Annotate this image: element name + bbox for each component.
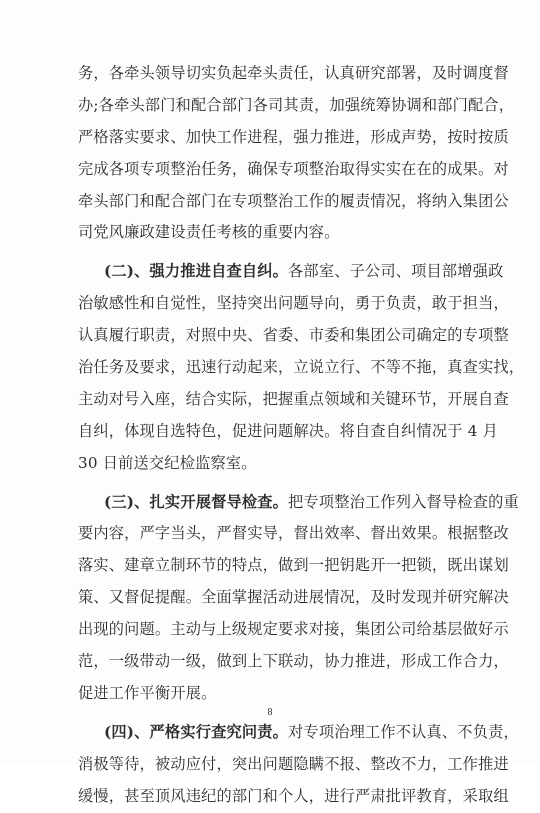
text-line: 严格落实要求、加快工作进程，强力推进，形成声势，按时按质 [78, 127, 509, 146]
text-line: 落实、建章立制环节的特点，做到一把钥匙开一把锁，既出谋划 [78, 556, 509, 575]
text-line: 牵头部门和配合部门在专项整治工作的履责情况，将纳入集团公 [78, 191, 509, 210]
text-line: 主动对号入座，结合实际，把握重点领域和关键环节，开展自查 [78, 389, 509, 408]
section-3-first-line-text: 把专项整治工作列入督导检查的重 [288, 492, 519, 511]
section-2-first-line-text: 各部室、子公司、项目部增强政 [288, 262, 504, 281]
text-line: 务，各牵头领导切实负起牵头责任，认真研究部署，及时调度督 [78, 64, 509, 82]
text-line: 办;各牵头部门和配合部门各司其责，加强统筹协调和部门配合， [78, 95, 515, 114]
paragraph-section-3 [78, 487, 519, 710]
section-2-heading: (二)、强力推进自查自纠。 [104, 262, 289, 281]
section-2-first-line [78, 256, 502, 288]
paragraph-section-4 [78, 717, 519, 813]
section-4-first-line [78, 717, 519, 749]
text-line: 出现的问题。主动与上级规定要求对接，集团公司给基层做好示 [78, 620, 509, 639]
section-3-first-line [78, 487, 519, 519]
text-line: 自纠，体现自选特色，促进问题解决。将自查自纠情况于 4 月 [78, 421, 498, 440]
section-3-heading: (三)、扎实开展督导检查。 [104, 492, 289, 511]
text-line: 要内容，严字当头，严督实导，督出效率、督出效果。根据整改 [78, 524, 509, 543]
text-line: 消极等待，被动应付，突出问题隐瞒不报、整改不力，工作推进 [78, 754, 509, 773]
text-line: 司党风廉政建设责任考核的重要内容。 [78, 223, 340, 242]
text-line: 治任务及要求，迅速行动起来，立说立行、不等不拖，真查实找， [78, 358, 525, 377]
document-body [78, 58, 525, 812]
text-line: 范，一级带动一级，做到上下联动，协力推进，形成工作合力， [78, 652, 509, 671]
text-line: 缓慢，甚至顶风违纪的部门和个人，进行严肃批评教育，采取组 [78, 786, 509, 805]
page-number: 8 [267, 707, 273, 718]
paragraph-gap [78, 249, 502, 256]
text-line: 完成各项专项整治任务，确保专项整治取得实实在在的成果。对 [78, 159, 509, 178]
section-4-first-line-text: 对专项治理工作不认真、不负责， [288, 722, 519, 741]
text-line: 30 日前送交纪检监察室。 [78, 453, 257, 472]
paragraph-section-2 [78, 256, 525, 479]
section-4-heading: (四)、严格实行查究问责。 [104, 722, 289, 741]
text-line: 认真履行职责，对照中央、省委、市委和集团公司确定的专项整 [78, 326, 509, 345]
text-line: 策、又督促提醒。全面掌握活动进展情况，及时发现并研究解决 [78, 588, 509, 607]
text-line: 促进工作平衡开展。 [78, 683, 217, 702]
paragraph-gap [78, 480, 502, 487]
paragraph-top [78, 58, 515, 249]
text-line: 治敏感性和自觉性，坚持突出问题导向，勇于负责，敢于担当， [78, 294, 509, 313]
